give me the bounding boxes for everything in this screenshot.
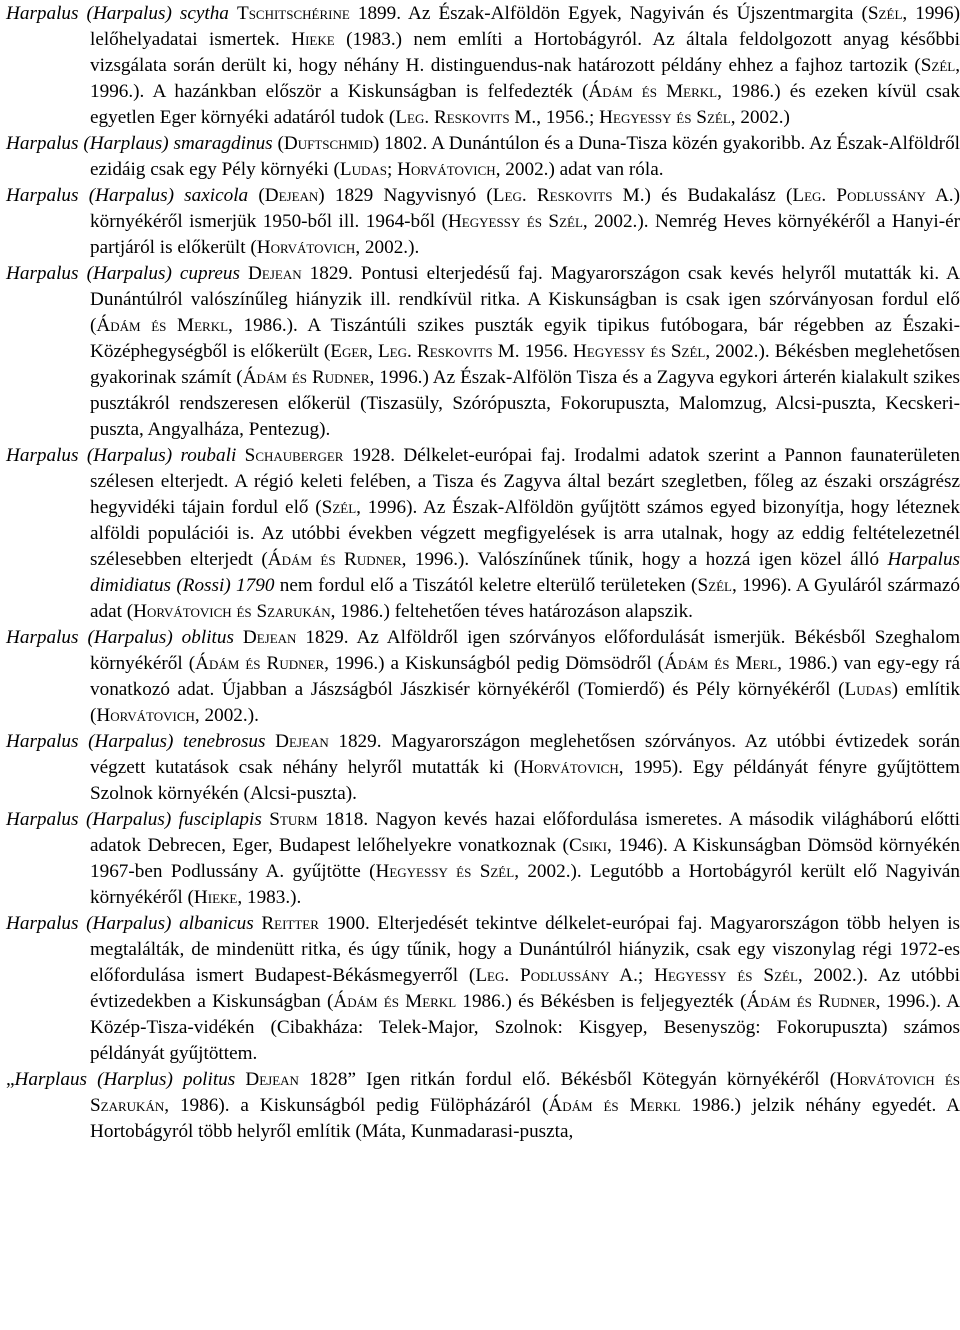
species-name: Harpalus (Harpalus) tenebrosus bbox=[6, 731, 266, 752]
text-run: 1828” Igen ritkán fordul elő. Békésből Kötegyán környékéről ( bbox=[298, 1069, 837, 1090]
text-run: 1829. Az Alföldről igen szórványos előfordulását ismerjük. Békésből Szeghalom környékéről ( bbox=[90, 627, 960, 674]
author-name: Ludas bbox=[844, 679, 892, 700]
author-name: Tschitschérine bbox=[236, 3, 350, 24]
author-name: Dejean bbox=[248, 263, 302, 284]
author-name: Ádám és Merkl bbox=[588, 81, 718, 102]
species-name: Harpalus (Harpalus) albanicus bbox=[6, 913, 254, 934]
author-name: Schauberger bbox=[244, 445, 344, 466]
author-name: Szél bbox=[697, 575, 732, 596]
author-name: Eger, Leg. Reskovits bbox=[330, 341, 493, 362]
author-name: Horvátovich és Szarukán bbox=[90, 1069, 960, 1116]
author-name: Leg. Podlussány bbox=[475, 965, 610, 986]
text-run: , 2002.). bbox=[194, 705, 259, 726]
author-name: Leg. Reskovits bbox=[395, 107, 510, 128]
text-run: , 1986.) van egy-egy rá vonatkozó adat. Újabban a Jászságból Jászkisér környékéről (Tomierdő) és Pély környékéről ( bbox=[90, 653, 960, 700]
text-run: , 2002.) adat van róla. bbox=[495, 159, 664, 180]
author-name: Szél bbox=[867, 3, 903, 24]
species-name: Harpalus (Harpalus) fusciplapis bbox=[6, 809, 262, 830]
text-run: ) 1802. A Dunántúlon és a Duna-Tisza közén gyakoribb. Az Észak-Alföldről ezidáig csak egy Pély környéki ( bbox=[90, 133, 960, 180]
text-run: , 1996.) Az Észak-Alfölön Tisza és a Zagyva egykori árterén kialakult szikes pusztákról rendszeresen előkerül (Tiszasüly, Szórópuszta, Fokorupuszta, Malomzug, Alcsi-puszta, Kecskeri-puszta, Angyalháza, Pentezug). bbox=[90, 367, 960, 440]
author-name: Hieke bbox=[291, 29, 335, 50]
species-entry bbox=[0, 443, 960, 625]
author-name: Ádám és Rudner bbox=[195, 653, 325, 674]
author-name: Horvátovich bbox=[397, 159, 496, 180]
author-name: Sturm bbox=[269, 809, 318, 830]
author-name: Csiki bbox=[568, 835, 608, 856]
text-run bbox=[229, 3, 237, 24]
text-run: , 1996.). Valószínűnek tűnik, hogy a hozzá igen közel álló bbox=[401, 549, 888, 570]
text-run: , 2002.). Békésben meglehetősen gyakorinak számít ( bbox=[90, 341, 960, 388]
text-run bbox=[265, 731, 275, 752]
text-run: ( bbox=[248, 185, 265, 206]
text-run bbox=[235, 1069, 245, 1090]
author-name: Hegyessy és Szél bbox=[573, 341, 706, 362]
species-name: Harplaus (Harplus) politus bbox=[14, 1069, 236, 1090]
species-entry bbox=[0, 1, 960, 131]
author-name: Dejean bbox=[264, 185, 319, 206]
species-name: Harpalus (Harpalus) cupreus bbox=[6, 263, 240, 284]
species-name: Harpalus (Harpalus) oblitus bbox=[6, 627, 234, 648]
species-entry bbox=[0, 183, 960, 261]
author-name: Ádám és Merl bbox=[664, 653, 778, 674]
author-name: Hegyessy és Szél bbox=[599, 107, 731, 128]
text-run: , 1996.). A Közép-Tisza-vidékén (Cibakháza: Telek-Major, Szolnok: Kisgyep, Besenyszög: Fokorupuszta) számos példányát gyűjtöttem. bbox=[90, 991, 960, 1064]
author-name: Reitter bbox=[261, 913, 319, 934]
text-run: , 1995). Egy példányát fényre gyűjtöttem Szolnok környékén (Alcsi-puszta). bbox=[90, 757, 960, 804]
author-name: Horvátovich bbox=[96, 705, 195, 726]
text-run: , 2002.). Legutóbb a Hortobágyról került elő Nagyiván környékéről ( bbox=[90, 861, 960, 908]
text-run: , 1986.) feltehetően téves határozáson alapszik. bbox=[330, 601, 693, 622]
text-run: , 1996). Az Észak-Alföldön gyűjtött számos egyed bizonyítja, hogy léteznek alföldi populációi is. Az utóbbi években végzett megfigyelések is arra utalnak, hogy az eddig feltételezetnél szélesebben elterjedt ( bbox=[90, 497, 960, 570]
text-run: , 2002.). Nemrég Heves környékéről a Hanyi-ér partjáról is előkerült ( bbox=[90, 211, 960, 258]
author-name: Ádám és Rudner bbox=[242, 367, 370, 388]
author-name: Leg. Podlussány bbox=[792, 185, 926, 206]
author-name: Dejean bbox=[245, 1069, 299, 1090]
species-name: Harpalus dimidiatus (Rossi) 1790 bbox=[90, 549, 960, 596]
text-run: 1829. Magyarországon meglehetősen szórványos. Az utóbbi évtizedek során végzett kutatások csak néhány helyről mutatták ki ( bbox=[90, 731, 960, 778]
author-name: Ádám és Merkl bbox=[333, 991, 457, 1012]
text-run: M. 1956. bbox=[492, 341, 574, 362]
text-run: , 2002.). Az utóbbi évtizedekben a Kiskunságban ( bbox=[90, 965, 960, 1012]
text-run: ) említik ( bbox=[90, 679, 960, 726]
species-entry bbox=[0, 131, 960, 183]
text-run: , 1986.) és ezeken kívül csak egyetlen Eger környéki adatáról tudok ( bbox=[90, 81, 960, 128]
species-entry bbox=[0, 1067, 960, 1145]
species-name: Harpalus (Harplaus) smaragdinus bbox=[6, 133, 273, 154]
text-run: 1829. Pontusi elterjedésű faj. Magyarországon csak kevés helyről mutatták ki. A Dunántúlról valószínűleg hiányzik ill. rendkívül ritka. A Kiskunságban is csak igen szórványosan fordul elő ( bbox=[90, 263, 960, 336]
text-run: , 1986). a Kiskunságból pedig Fülöpházáról ( bbox=[164, 1095, 549, 1116]
author-name: Leg. Reskovits bbox=[492, 185, 613, 206]
author-name: Horvátovich bbox=[256, 237, 356, 258]
author-name: Ádám és Merkl bbox=[96, 315, 229, 336]
author-name: Szél bbox=[321, 497, 357, 518]
text-run: A.; bbox=[609, 965, 655, 986]
species-entry bbox=[0, 807, 960, 911]
text-run: , 2002.) bbox=[730, 107, 790, 128]
text-run: 1986.) jelzik néhány egyedét. A Hortobágyról több helyről említik (Máta, Kunmadarasi-puszta, bbox=[90, 1095, 960, 1142]
text-run: „ bbox=[6, 1069, 15, 1090]
species-entry bbox=[0, 729, 960, 807]
text-run: ) 1829 Nagyvisnyó ( bbox=[318, 185, 493, 206]
text-run: , 1996). A Gyuláról származó adat ( bbox=[90, 575, 960, 622]
author-name: Hegyessy és Szél bbox=[654, 965, 798, 986]
author-name: Horvátovich bbox=[520, 757, 619, 778]
author-name: Hegyessy és Szél bbox=[375, 861, 515, 882]
author-name: Dejean bbox=[242, 627, 297, 648]
author-name: Duftschmid bbox=[283, 133, 373, 154]
text-run: , 1986.). A Tiszántúli szikes puszták egyik tipikus futóbogara, bár régebben az Északi-Középhegységből is előkerült ( bbox=[90, 315, 960, 362]
text-run: , 1996) lelőhelyadatai ismertek. bbox=[90, 3, 960, 50]
species-entry bbox=[0, 625, 960, 729]
species-name: Harpalus (Harpalus) scytha bbox=[6, 3, 229, 24]
species-entry bbox=[0, 261, 960, 443]
text-run: , 1946). A Kiskunságban Dömsöd környékén 1967-ben Podlussány A. gyűjtötte ( bbox=[90, 835, 960, 882]
text-run: 1899. Az Észak-Alföldön Egyek, Nagyiván és Újszentmargita ( bbox=[349, 3, 868, 24]
species-name: Harpalus (Harpalus) roubali bbox=[6, 445, 237, 466]
text-run bbox=[234, 627, 243, 648]
text-run: 1986.) és Békésben is feljegyezték ( bbox=[456, 991, 747, 1012]
text-run: 1818. Nagyon kevés hazai előfordulása ismeretes. A második világháború előtti adatok Debrecen, Eger, Budapest lelőhelyekre vonatkoznak ( bbox=[90, 809, 960, 856]
author-name: Horvátovich és Szarukán bbox=[133, 601, 331, 622]
author-name: Ádám és Rudner bbox=[267, 549, 402, 570]
author-name: Szél bbox=[920, 55, 956, 76]
text-run: 1900. Elterjedését tekintve délkelet-európai faj. Magyarországon több helyen is megtalálták, de mindenütt ritka, és úgy tűnik, hogy a Dunántúlról hiányzik, csak egy viszonylag régi 1972-es előfordulása ismert Budapest-Békásmegyerről ( bbox=[90, 913, 960, 986]
text-run: , 1996.). A hazánkban először a Kiskunságban is felfedezték ( bbox=[90, 55, 960, 102]
text-run: M., 1956.; bbox=[509, 107, 600, 128]
text-run: M.) és Budakalász ( bbox=[612, 185, 793, 206]
species-name: Harpalus (Harpalus) saxicola bbox=[6, 185, 249, 206]
text-run bbox=[240, 263, 248, 284]
author-name: Hieke bbox=[193, 887, 238, 908]
author-name: Ádám és Rudner bbox=[746, 991, 876, 1012]
text-run: ; bbox=[387, 159, 398, 180]
author-name: Ludas bbox=[339, 159, 388, 180]
text-run: (1983.) nem említi a Hortobágyról. Az általa feldolgozott anyag későbbi vizsgálata során derült ki, hogy néhány H. distinguendus-nak határozott példány ehhez a fajhoz tartozik ( bbox=[90, 29, 960, 76]
text-run: 1928. Délkelet-európai faj. Irodalmi adatok szerint a Pannon faunaterületen szélesen elterjedt. A régió keleti felében, a Tisza és Zagyva által bezárt szegletben, főleg az északi országrész hegyvidéki tájain fordul elő ( bbox=[90, 445, 960, 518]
text-run: ( bbox=[272, 133, 284, 154]
text-run: , 1996.) a Kiskunságból pedig Dömsödről ( bbox=[324, 653, 665, 674]
author-name: Ádám és Merkl bbox=[548, 1095, 681, 1116]
text-run: , 2002.). bbox=[355, 237, 420, 258]
text-run bbox=[236, 445, 244, 466]
text-run: A.) környékéről ismerjük 1950-ből ill. 1964-ből ( bbox=[90, 185, 960, 232]
text-run: , 1983.). bbox=[237, 887, 302, 908]
author-name: Dejean bbox=[275, 731, 329, 752]
species-entry bbox=[0, 911, 960, 1067]
text-run: nem fordul elő a Tiszától keletre elterülő területeken ( bbox=[274, 575, 698, 596]
author-name: Hegyessy és Szél bbox=[447, 211, 583, 232]
